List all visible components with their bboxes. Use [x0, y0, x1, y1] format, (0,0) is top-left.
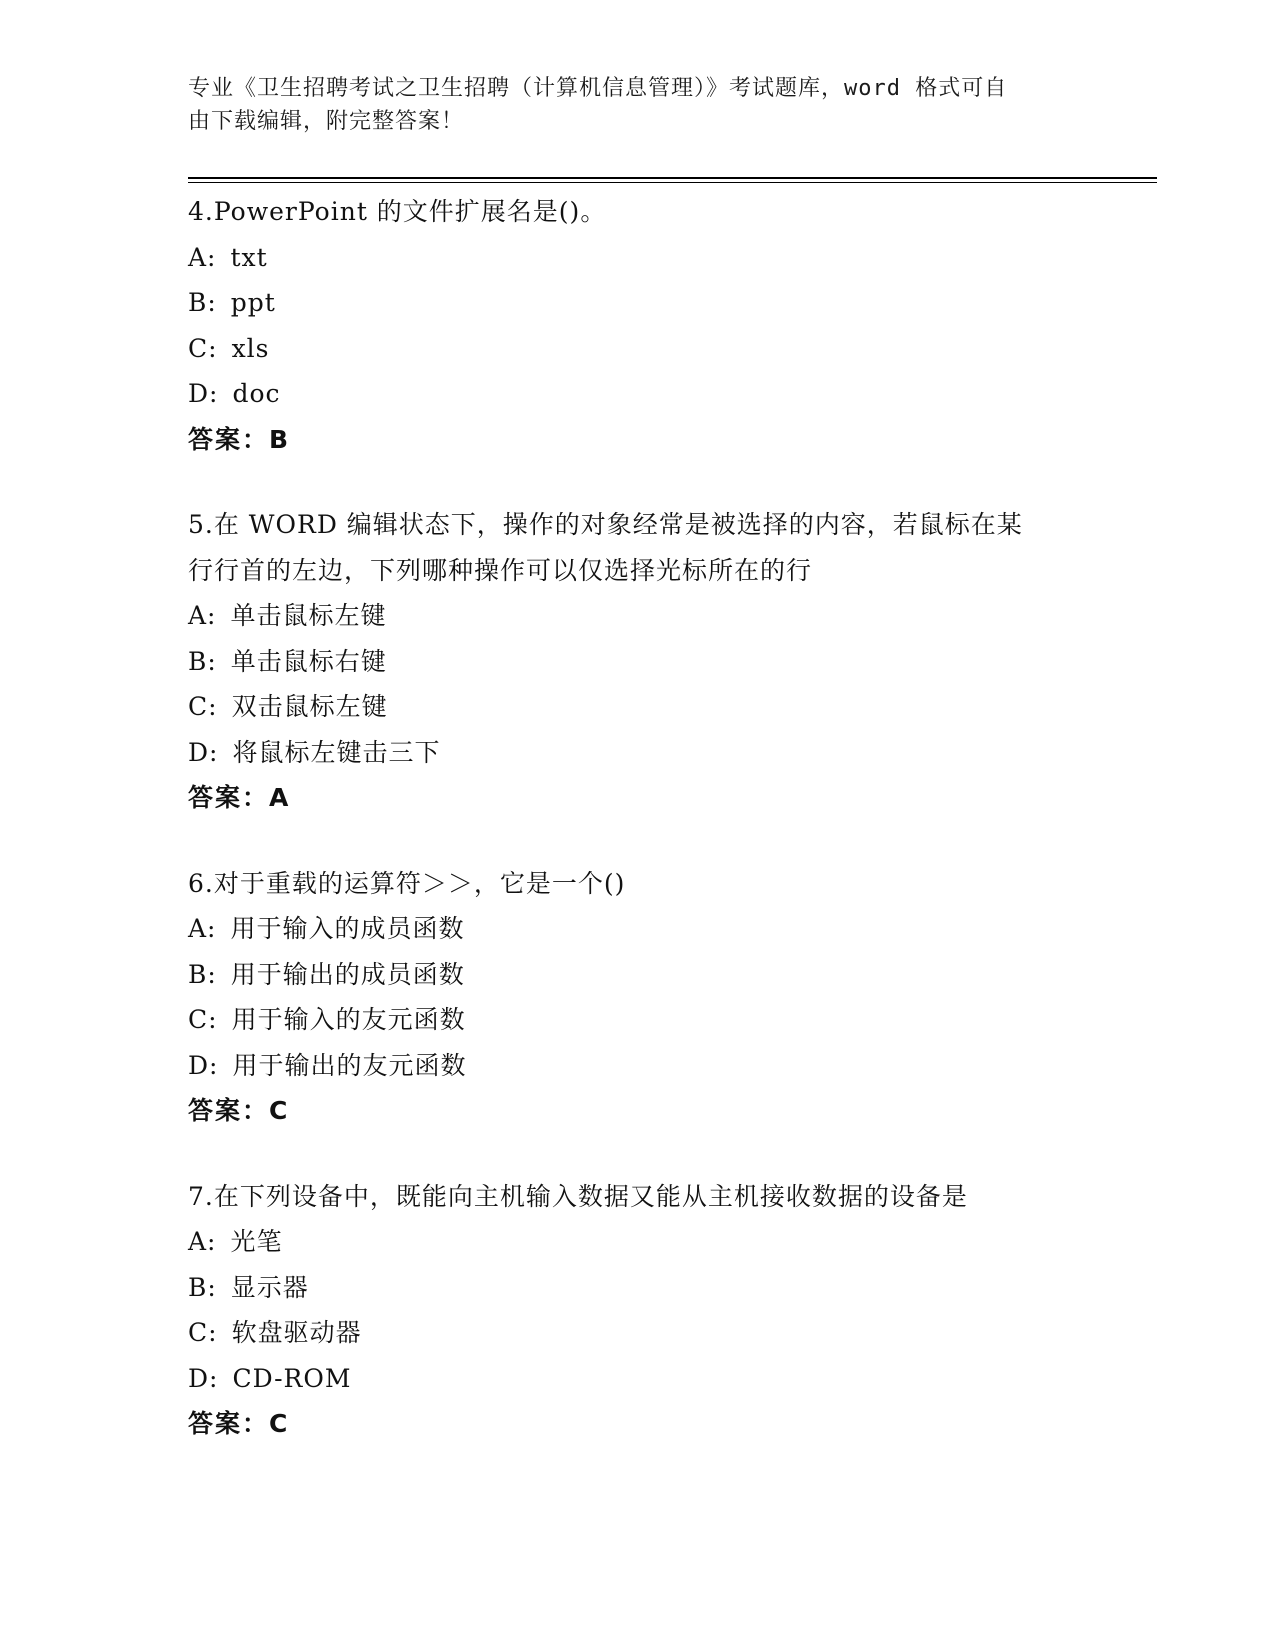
- option-a: [188, 593, 1088, 639]
- option-d: [188, 371, 1088, 417]
- option-text: 显示器: [230, 1272, 309, 1302]
- option-key: D:: [188, 1050, 219, 1080]
- option-text: 用于输出的友元函数: [232, 1050, 467, 1080]
- option-key: A:: [188, 601, 217, 630]
- option-c: [188, 684, 1088, 730]
- option-a: [188, 906, 1088, 952]
- question-item: [188, 1174, 1088, 1447]
- answer-line: 答案：C: [188, 1096, 290, 1125]
- option-text: CD-ROM: [232, 1363, 352, 1393]
- header-line: 由下载编辑，附完整答案！: [188, 109, 465, 134]
- option-text: 单击鼠标左键: [230, 601, 387, 630]
- header-divider: [188, 177, 1157, 179]
- question-text-continued: 行行首的左边，下列哪种操作可以仅选择光标所在的行: [188, 555, 813, 585]
- option-a: [188, 1219, 1088, 1265]
- option-text: 软盘驱动器: [231, 1318, 362, 1347]
- option-text: 用于输入的友元函数: [231, 1005, 466, 1034]
- option-text: 用于输出的成员函数: [230, 959, 465, 989]
- question-text: 5.在 WORD 编辑状态下，操作的对象经常是被选择的内容，若鼠标在某: [188, 510, 1023, 539]
- option-key: B:: [188, 959, 217, 989]
- option-key: B:: [188, 646, 217, 676]
- question-text: 7.在下列设备中，既能向主机输入数据又能从主机接收数据的设备是: [188, 1181, 968, 1211]
- option-key: D:: [188, 379, 219, 408]
- option-text: 双击鼠标左键: [231, 692, 388, 721]
- option-text: 单击鼠标右键: [230, 646, 387, 676]
- option-b: [188, 280, 1088, 326]
- option-key: C:: [188, 692, 218, 721]
- answer-line: 答案：B: [188, 424, 291, 454]
- option-key: C:: [188, 1318, 218, 1347]
- option-text: 用于输入的成员函数: [230, 914, 465, 943]
- option-text: txt: [230, 242, 268, 272]
- option-c: [188, 997, 1088, 1043]
- option-b: [188, 639, 1088, 685]
- answer-line: 答案：A: [188, 783, 291, 812]
- header-line: 专业《卫生招聘考试之卫生招聘（计算机信息管理）》考试题库，word 格式可自: [188, 76, 1008, 101]
- option-c: [188, 326, 1088, 372]
- option-text: 将鼠标左键击三下: [232, 737, 441, 767]
- option-d: [188, 1043, 1088, 1089]
- option-text: doc: [232, 379, 281, 408]
- question-text: 6.对于重载的运算符＞＞，它是一个(): [188, 868, 626, 898]
- question-item: [188, 502, 1088, 821]
- answer-line: 答案：C: [188, 1409, 290, 1438]
- option-text: 光笔: [230, 1227, 283, 1256]
- option-key: A:: [188, 1227, 217, 1256]
- option-d: [188, 730, 1088, 776]
- question-item: [188, 861, 1088, 1134]
- option-text: xls: [231, 333, 270, 363]
- option-b: [188, 1265, 1088, 1311]
- option-key: A:: [188, 914, 217, 943]
- option-key: A:: [188, 242, 217, 272]
- option-key: B:: [188, 1272, 217, 1302]
- question-list: [188, 189, 1088, 1487]
- option-text: ppt: [230, 288, 276, 317]
- option-d: [188, 1356, 1088, 1402]
- document-header: [188, 72, 1088, 138]
- option-key: C:: [188, 1005, 218, 1034]
- option-key: D:: [188, 737, 219, 767]
- option-key: D:: [188, 1363, 219, 1393]
- option-key: C:: [188, 333, 218, 363]
- question-item: [188, 189, 1088, 462]
- option-key: B:: [188, 288, 217, 317]
- header-divider-thin: [188, 182, 1157, 183]
- option-c: [188, 1310, 1088, 1356]
- option-a: [188, 235, 1088, 281]
- option-b: [188, 952, 1088, 998]
- question-text: 4.PowerPoint 的文件扩展名是()。: [188, 197, 607, 226]
